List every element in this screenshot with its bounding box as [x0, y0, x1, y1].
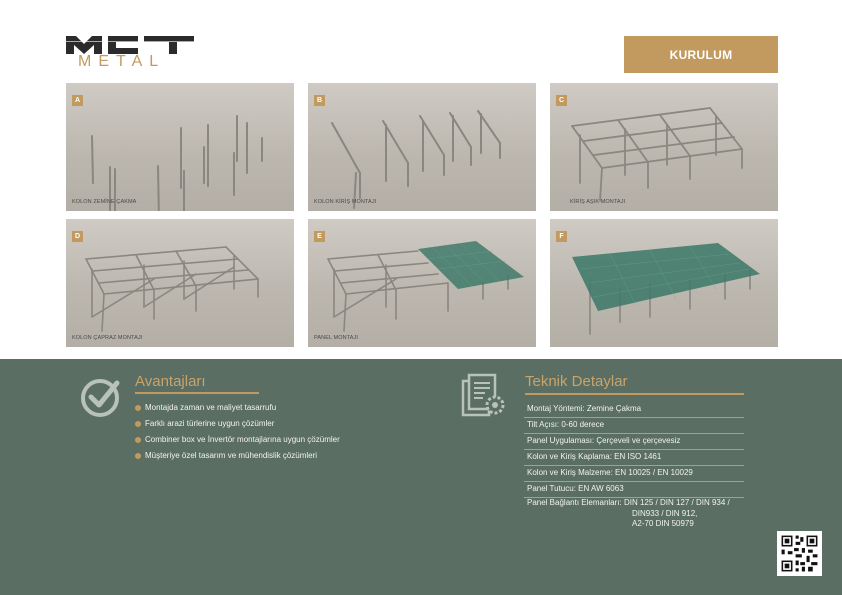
- step-caption: KOLON KİRİŞ MONTAJI: [314, 199, 377, 205]
- advantages-rule: [135, 392, 259, 394]
- solar-panel-array: [572, 243, 760, 311]
- table-row: Tilt Açısı: 0-60 derece: [524, 418, 744, 434]
- advantages-title: Avantajları: [135, 373, 206, 390]
- section-badge: KURULUM: [624, 36, 778, 73]
- step-caption: PANEL MONTAJI: [314, 335, 358, 341]
- table-row: Kolon ve Kiriş Kaplama: EN ISO 1461: [524, 450, 744, 466]
- step-d-illustration: [66, 219, 294, 347]
- list-item: Farklı arazi türlerine uygun çözümler: [135, 419, 340, 435]
- logo-subtitle: METAL: [78, 53, 166, 70]
- step-letter: E: [314, 231, 325, 242]
- table-row: Panel Tutucu: EN AW 6063: [524, 482, 744, 498]
- step-caption: KİRİŞ AŞIK MONTAJI: [570, 199, 626, 205]
- step-letter: A: [72, 95, 83, 106]
- tech-fasteners-line: Panel Bağlantı Elemanları: DIN 125 / DIN 127 / DIN 934 /: [527, 498, 730, 507]
- step-panel-c: [550, 83, 778, 211]
- step-panel-a: [66, 83, 294, 211]
- step-letter: F: [556, 231, 567, 242]
- step-panel-f: [550, 219, 778, 347]
- list-item: Montajda zaman ve maliyet tasarrufu: [135, 403, 340, 419]
- tech-details-table: [524, 402, 744, 498]
- table-row: Kolon ve Kiriş Malzeme: EN 10025 / EN 10029: [524, 466, 744, 482]
- list-item: Müşteriye özel tasarım ve mühendislik çözümleri: [135, 451, 340, 467]
- step-c-illustration: [550, 83, 778, 211]
- step-letter: B: [314, 95, 325, 106]
- step-panel-b: [308, 83, 536, 211]
- step-b-illustration: [308, 83, 536, 211]
- tech-fasteners-line: A2-70 DIN 50979: [632, 519, 694, 528]
- step-panel-e: [308, 219, 536, 347]
- step-e-illustration: [308, 219, 536, 347]
- tech-title: Teknik Detaylar: [525, 373, 628, 390]
- step-letter: D: [72, 231, 83, 242]
- table-row: Panel Uygulaması: Çerçeveli ve çerçevesiz: [524, 434, 744, 450]
- step-panel-d: [66, 219, 294, 347]
- step-f-illustration: [550, 219, 778, 347]
- step-a-illustration: [66, 83, 294, 211]
- step-caption: KOLON ÇAPRAZ MONTAJI: [72, 335, 143, 341]
- check-circle-icon: [80, 376, 122, 418]
- list-item: Combiner box ve İnvertör montajlarına uygun çözümler: [135, 435, 340, 451]
- step-caption: KOLON ZEMİNE ÇAKMA: [72, 199, 137, 205]
- tech-rule: [525, 393, 744, 395]
- step-letter: C: [556, 95, 567, 106]
- document-gear-icon: [461, 373, 509, 419]
- table-row: Montaj Yöntemi: Zemine Çakma: [524, 402, 744, 418]
- advantages-list: [135, 403, 340, 467]
- tech-fasteners-row: [527, 498, 730, 530]
- tech-fasteners-line: DIN933 / DIN 912,: [632, 508, 698, 518]
- qr-code-icon: [777, 531, 822, 576]
